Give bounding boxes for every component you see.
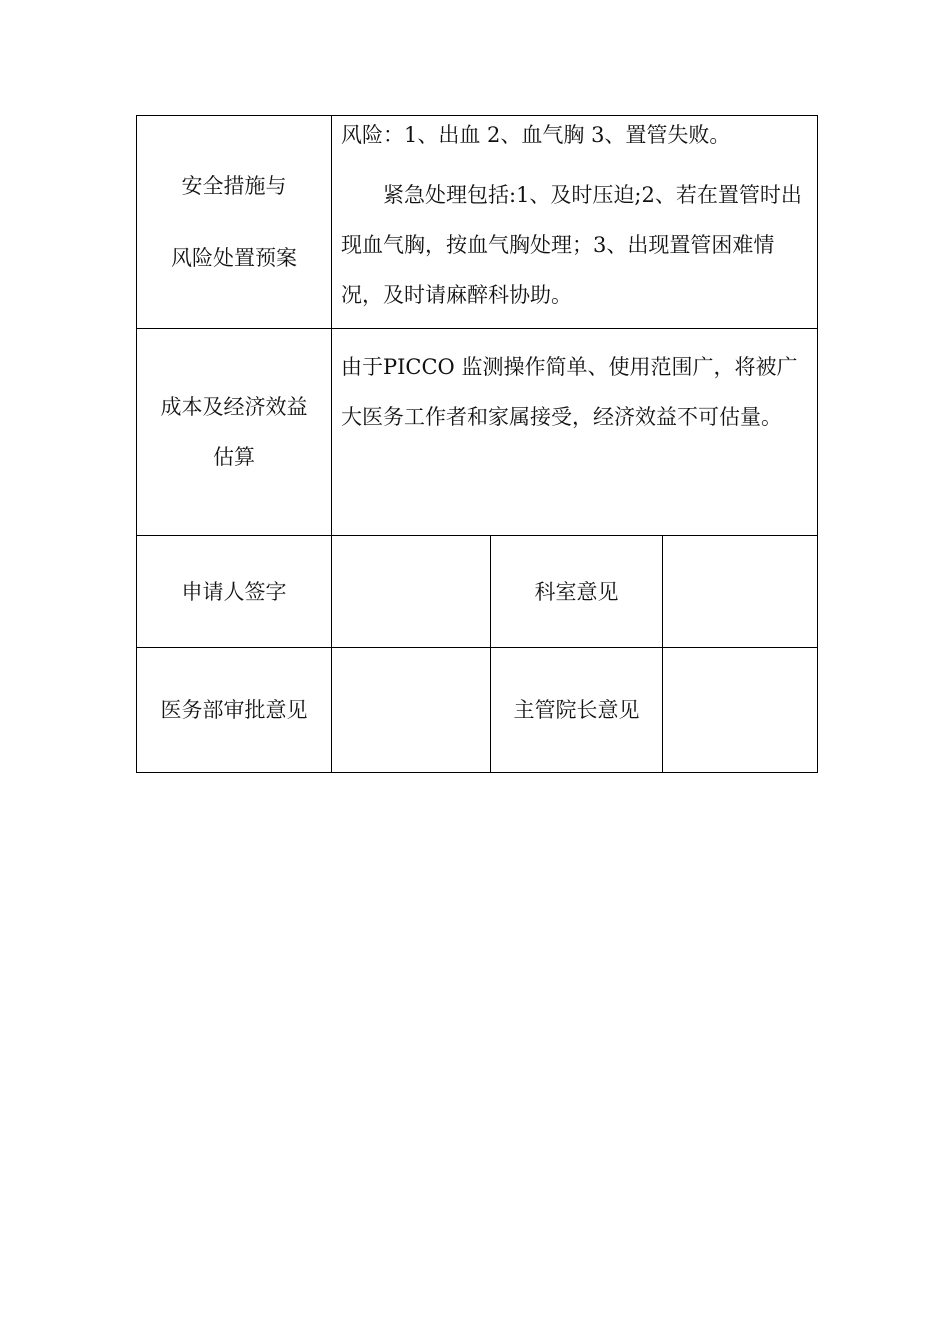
risk-label-line1: 安全措施与 bbox=[181, 174, 287, 198]
applicant-signature-field[interactable] bbox=[332, 536, 491, 648]
risk-content-cell bbox=[332, 116, 818, 329]
director-opinion-label: 主管院长意见 bbox=[491, 648, 663, 773]
application-form-table bbox=[136, 115, 818, 773]
director-opinion-field[interactable] bbox=[663, 648, 818, 773]
signature-row bbox=[137, 536, 818, 648]
cost-label-line2: 估算 bbox=[213, 445, 255, 469]
risk-label-line2: 风险处置预案 bbox=[171, 246, 297, 270]
cost-content-cell bbox=[332, 329, 818, 536]
cost-label-line1: 成本及经济效益 bbox=[160, 395, 308, 419]
risk-content-para2: 紧急处理包括:1、及时压迫;2、若在置管时出现血气胸，按血气胸处理；3、出现置管困难情况，及时请麻醉科协助。 bbox=[341, 183, 802, 307]
cost-label-cell bbox=[137, 329, 332, 536]
approval-row bbox=[137, 648, 818, 773]
department-opinion-field[interactable] bbox=[663, 536, 818, 648]
risk-row bbox=[137, 116, 818, 329]
cost-row bbox=[137, 329, 818, 536]
applicant-signature-label: 申请人签字 bbox=[137, 536, 332, 648]
cost-content: 由于PICCO 监测操作简单、使用范围广，将被广大医务工作者和家属接受，经济效益不可估量。 bbox=[341, 355, 798, 429]
medical-affairs-label: 医务部审批意见 bbox=[137, 648, 332, 773]
risk-label-cell bbox=[137, 116, 332, 329]
risk-content-line1: 风险：1、出血 2、血气胸 3、置管失败。 bbox=[341, 123, 731, 147]
medical-affairs-field[interactable] bbox=[332, 648, 491, 773]
department-opinion-label: 科室意见 bbox=[491, 536, 663, 648]
